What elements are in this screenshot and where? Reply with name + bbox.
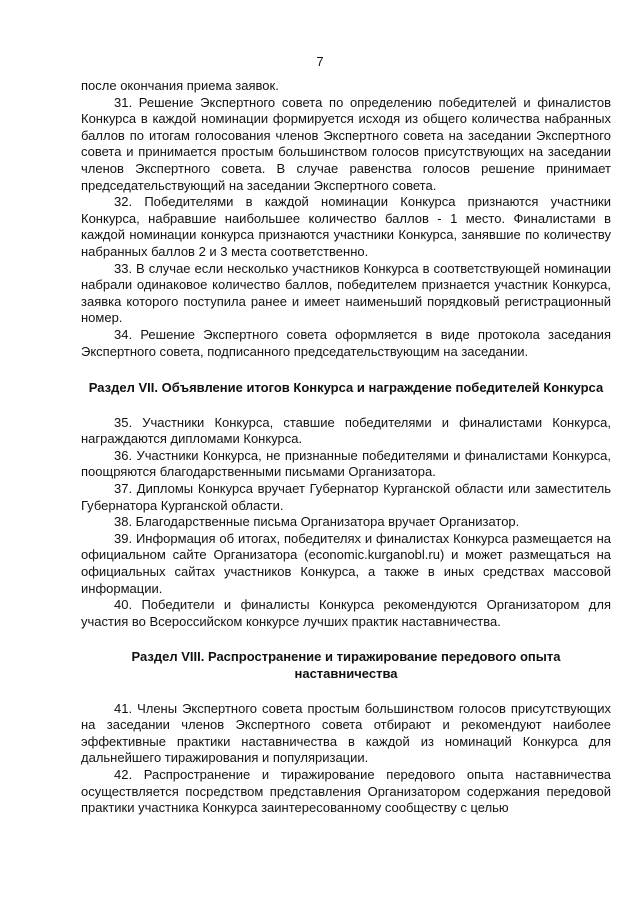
- paragraph-31: 31. Решение Экспертного совета по определению победителей и финалистов Конкурса в каждой номинации формируется исходя из общего количества набранных баллов по итогам голосования членов Экспертного совета на заседании Экспертного совета и принимается простым большинством голосов присутствующих на заседании членов Экспертного совета. В случае равенства голосов решение принимает председательствующий на заседании Экспертного совета.: [81, 94, 611, 193]
- page-number: 7: [316, 54, 324, 69]
- paragraph-42: 42. Распространение и тиражирование передового опыта наставничества осуществляется посредством представления Организатором содержания передовой практики участника Конкурса заинтересованному сообществу с целью: [81, 766, 611, 816]
- paragraph-37: 37. Дипломы Конкурса вручает Губернатор Курганской области или заместитель Губернатора Курганской области.: [81, 481, 611, 513]
- paragraph-33: 33. В случае если несколько участников Конкурса в соответствующей номинации набрали одинаковое количество баллов, победителем признается участник Конкурса, заявка которого поступила ранее и имеет наименьший порядковый регистрационный номер.: [81, 260, 611, 326]
- paragraph-41: 41. Члены Экспертного совета простым большинством голосов присутствующих на заседании членов Экспертного совета отбирают и рекомендуют наиболее эффективные практики наставничества в каждой из номинаций Конкурса для дальнейшего тиражирования и популяризации.: [81, 700, 611, 766]
- paragraph-32: 32. Победителями в каждой номинации Конкурса признаются участники Конкурса, набравшие наибольшее количество баллов - 1 место. Финалистами в каждой номинации конкурса признаются участники Конкурса, занявшие по количеству набранных баллов 2 и 3 места соответственно.: [81, 194, 611, 259]
- paragraph-35: 35. Участники Конкурса, ставшие победителями и финалистами Конкурса, награждаются дипломами Конкурса.: [81, 414, 611, 447]
- section-8-heading: Раздел VIII. Распространение и тиражирование передового опыта наставничества: [131, 649, 561, 681]
- paragraph-continuation: после окончания приема заявок.: [81, 78, 279, 93]
- paragraph-36: 36. Участники Конкурса, не признанные победителями и финалистами Конкурса, поощряются благодарственными письмами Организатора.: [81, 447, 611, 480]
- paragraph-34: 34. Решение Экспертного совета оформляется в виде протокола заседания Экспертного совета, подписанного председательствующим на заседании.: [81, 326, 611, 359]
- paragraph-38: 38. Благодарственные письма Организатора вручает Организатор.: [114, 514, 520, 530]
- section-7-heading: Раздел VII. Объявление итогов Конкурса и награждение победителей Конкурса: [88, 380, 604, 396]
- paragraph-40: 40. Победители и финалисты Конкурса рекомендуются Организатором для участия во Всероссийском конкурсе лучших практик наставничества.: [81, 597, 611, 629]
- document-body: [81, 78, 611, 817]
- paragraph-39: 39. Информация об итогах, победителях и финалистах Конкурса размещается на официальном сайте Организатора (economic.kurganobl.ru) и может размещаться на официальных сайтах участников Конкурса, а также в иных средствах массовой информации.: [81, 530, 611, 596]
